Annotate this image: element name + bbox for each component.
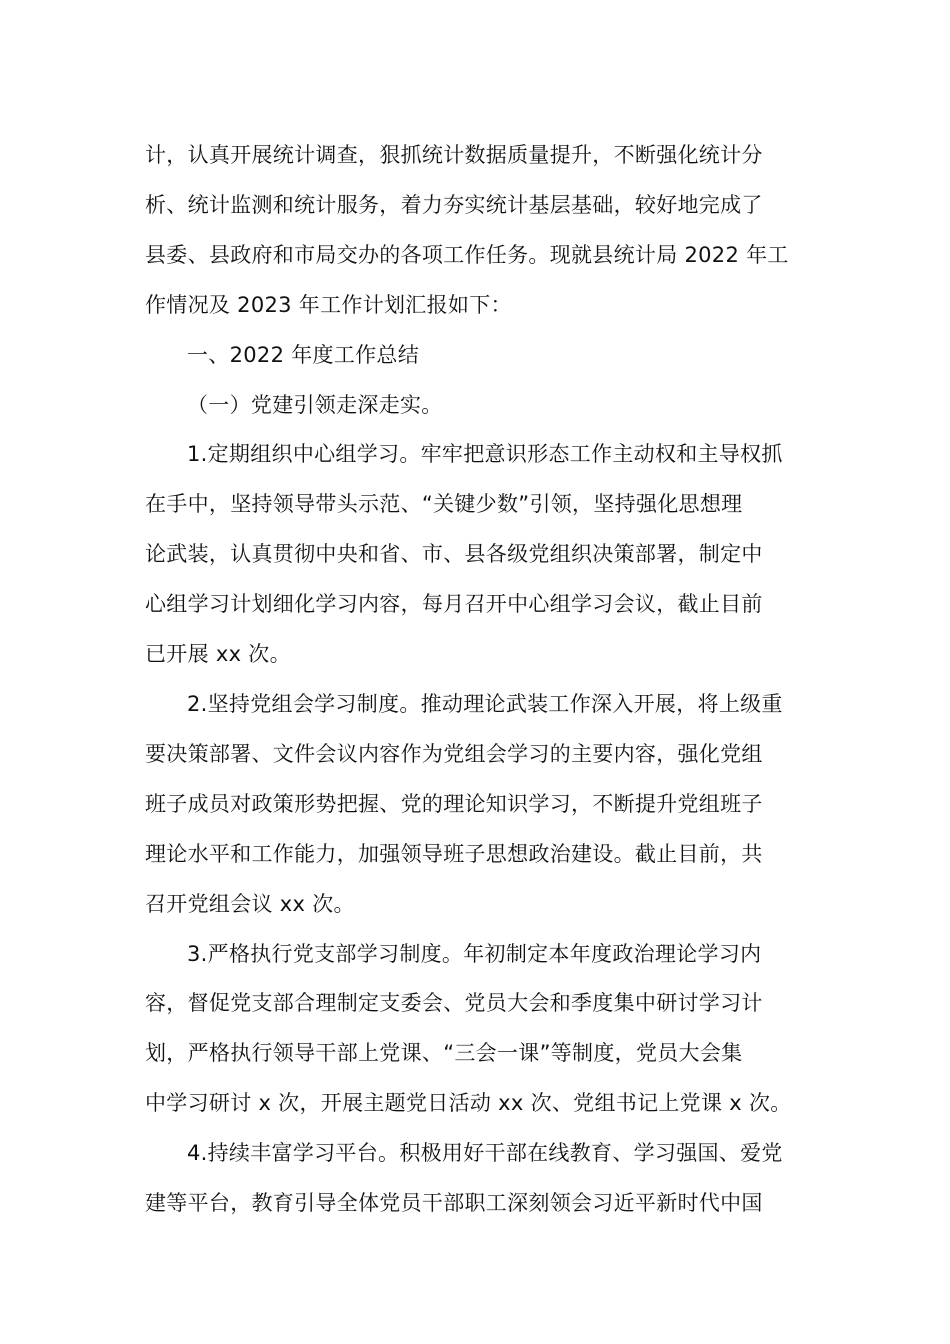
section-heading-annual-summary: 一、2022 年度工作总结 (187, 342, 420, 367)
subsection-heading-party-building: （一）党建引领走深走实。 (187, 392, 443, 417)
item-paragraph-4: 4.持续丰富学习平台。积极用好干部在线教育、学习强国、爱党 建等平台，教育引导全体党员干部职工深刻领会习近平新时代中国 (145, 1141, 783, 1216)
document-body (145, 131, 807, 1229)
item-paragraph-3: 3.严格执行党支部学习制度。年初制定本年度政治理论学习内 容，督促党支部合理制定支委会、党员大会和季度集中研讨学习计 划，严格执行领导干部上党课、“三会一课”等制度，党员大会集 中学习研讨 x 次，开展主题党日活动 xx 次、党组书记上党课 x 次。 (145, 941, 792, 1116)
intro-paragraph: 计，认真开展统计调查，狠抓统计数据质量提升，不断强化统计分 析、统计监测和统计服务，着力夯实统计基层基础，较好地完成了 县委、县政府和市局交办的各项工作任务。现就县统计局 2022 年工 作情况及 2023 年工作计划汇报如下： (145, 143, 789, 317)
item-paragraph-2: 2.坚持党组会学习制度。推动理论武装工作深入开展，将上级重 要决策部署、文件会议内容作为党组会学习的主要内容，强化党组 班子成员对政策形势把握、党的理论知识学习，不断提升党组班子 理论水平和工作能力，加强领导班子思想政治建设。截止目前，共 召开党组会议 xx 次。 (145, 691, 783, 916)
item-paragraph-1: 1.定期组织中心组学习。牢牢把意识形态工作主动权和主导权抓 在手中，坚持领导带头示范、“关键少数”引领，坚持强化思想理 论武装，认真贯彻中央和省、市、县各级党组织决策部署，制定中 心组学习计划细化学习内容，每月召开中心组学习会议，截止目前 已开展 xx 次。 (145, 442, 783, 667)
